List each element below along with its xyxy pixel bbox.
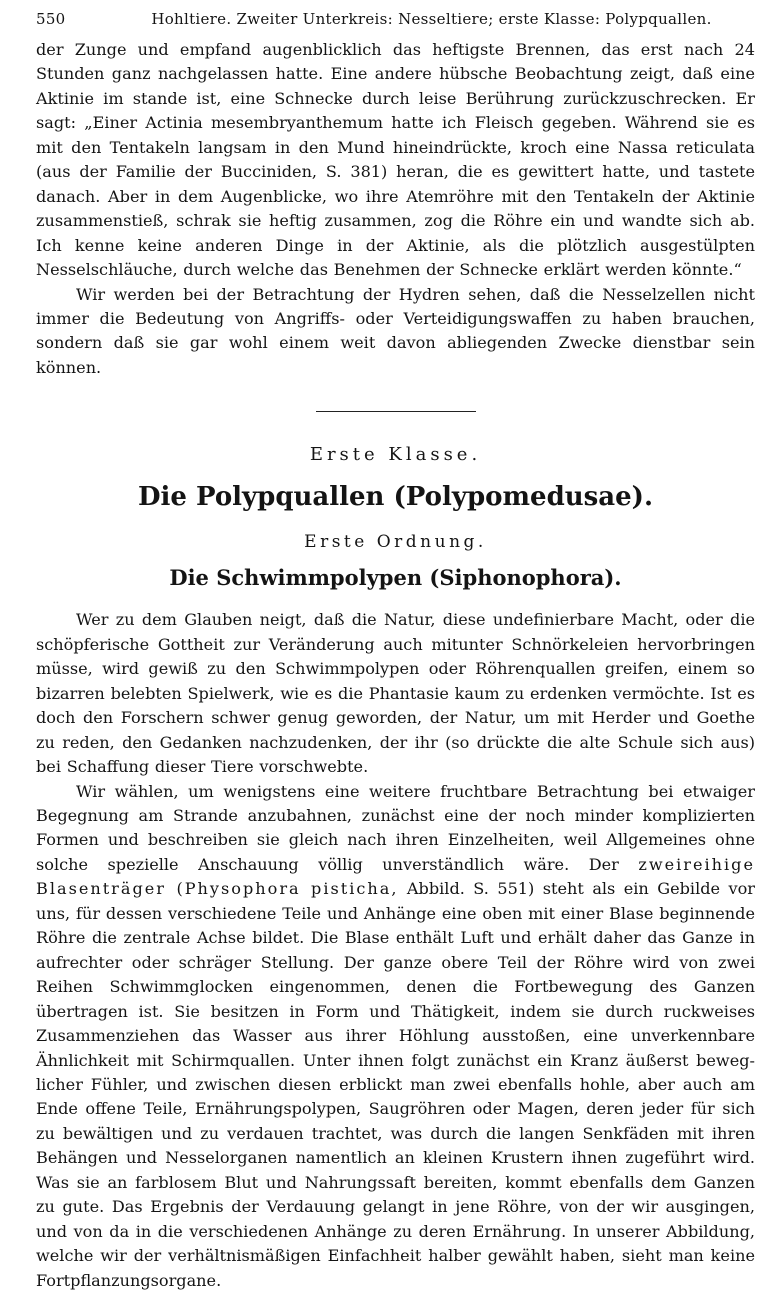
body-paragraph-1: Wer zu dem Glauben neigt, daß die Natur, diese undefinierbare Macht, oder die schöpferische Gottheit zur Veränderung auch mitunter Schnörkeleien hervorbringen müsse, wird gewiß zu den Schwimmpolypen oder Röhrenquallen greifen, einem so bizarren belebten Spielwerk, wie es die Phantasie kaum zu erdenken vermöchte. Ist es doch den Forschern schwer genug geworden, der Natur, um mit Herder und Goethe zu reden, den Gedanken nachzudenken, der ihr (so drückte die alte Schule sich aus) bei Schaffung dieser Tiere vorschwebte.: [36, 610, 755, 777]
order-label: Erste Ordnung.: [304, 532, 487, 553]
section-divider: [316, 411, 476, 412]
body-paragraph-2-after: Abbild. S. 551) steht als ein Gebilde vor uns, für dessen verschiedene Teile und Anhänge eine oben mit einer Blase beginnende Röhre die zentrale Achse bildet. Die Blase enthält Luft und erhält daher das Ganze in aufrechter oder schräger Stellung. Der ganze obere Teil der Röhre wird von zwei Reihen Schwimmglocken eingenommen, denen die Fortbewegung des Ganzen übertragen ist. Sie besitzen in Form und Thätigkeit, indem sie durch ruckweises Zusammenziehen das Wasser aus ihrer Höhlung ausstoßen, eine unverkennbare Ähnlichkeit mit Schirmquallen. Unter ihnen folgt zunächst ein Kranz äußerst beweglicher Fühler, und zwischen diesen erblickt man zwei ebenfalls hohle, aber auch am Ende offene Teile, Ernährungspolypen, Saugröhren oder Magen, deren jeder für sich zu bewältigen und zu verdauen trachtet, was durch die langen Senkfäden mit ihren Behängen und Nesselorganen namentlich an kleinen Krustern ihnen zugeführt wird. Was sie an farblosem Blut und Nahrungssaft bereiten, kommt ebenfalls dem Ganzen zu gute. Das Ergebnis der Verdauung gelangt in jene Röhre, von der wir ausgingen, und von da in die verschiedenen Anhänge zu deren Ernährung. In unserer Abbildung, welche wir der verhältnismäßigen Einfachheit halber gewählt haben, sieht man keine Fortpflanzungsorgane.: [36, 879, 755, 1290]
intro-paragraph-2: Wir werden bei der Betrachtung der Hydren sehen, daß die Nesselzellen nicht immer die Bedeutung von Angriffs- oder Verteidigungswaffen zu haben brauchen, sondern daß sie gar wohl einem weit davon abliegenden Zwecke dienstbar sein können.: [36, 284, 755, 377]
running-title: Hohltiere. Zweiter Unterkreis: Nesseltiere; erste Klasse: Polypquallen.: [151, 10, 712, 28]
class-title: Die Polypquallen (Polypomedusae).: [137, 482, 654, 513]
running-header: [36, 10, 755, 38]
class-label: Erste Klasse.: [309, 444, 482, 466]
body-paragraph-2-before: Wir wählen, um wenigstens eine weitere fruchtbare Betrachtung bei etwaiger Begegnung am Strande anzubahnen, zunächst eine der noch minder komplizierten Formen und beschreiben sie gleich nach ihren Einzelheiten, weil Allgemeines ohne solche spezielle Anschauung völlig unverständlich wäre. Der: [36, 781, 755, 874]
species-name: zweireihige Blasenträger (Physophora pisticha,: [36, 854, 755, 899]
order-title: Die Schwimmpolypen (Siphonophora).: [169, 565, 622, 591]
body-paragraph-2: [36, 780, 755, 1293]
intro-paragraph-1: der Zunge und empfand augenblicklich das heftigste Brennen, das erst nach 24 Stunden ganz nachgelassen hatte. Eine andere hübsche Beobachtung zeigt, daß eine Aktinie im stande ist, eine Schnecke durch leise Berührung zurückzuschrecken. Er sagt: „Einer Actinia mesembryanthemum hatte ich Fleisch gegeben. Während sie es mit den Tentakeln langsam in den Mund hineindrückte, kroch eine Nassa reticulata (aus der Familie der Bucciniden, S. 381) heran, die es gewittert hatte, und tastete danach. Aber in dem Augenblicke, wo ihre Atemröhre mit den Tentakeln der Aktinie zusammenstieß, schrak sie heftig zusammen, zog die Röhre ein und wandte sich ab. Ich kenne keine anderen Dinge in der Aktinie, als die plötzlich ausgestülpten Nesselschläuche, durch welche das Benehmen der Schnecke erklärt werden könnte.“: [36, 40, 755, 280]
page-number: 550: [36, 10, 66, 28]
